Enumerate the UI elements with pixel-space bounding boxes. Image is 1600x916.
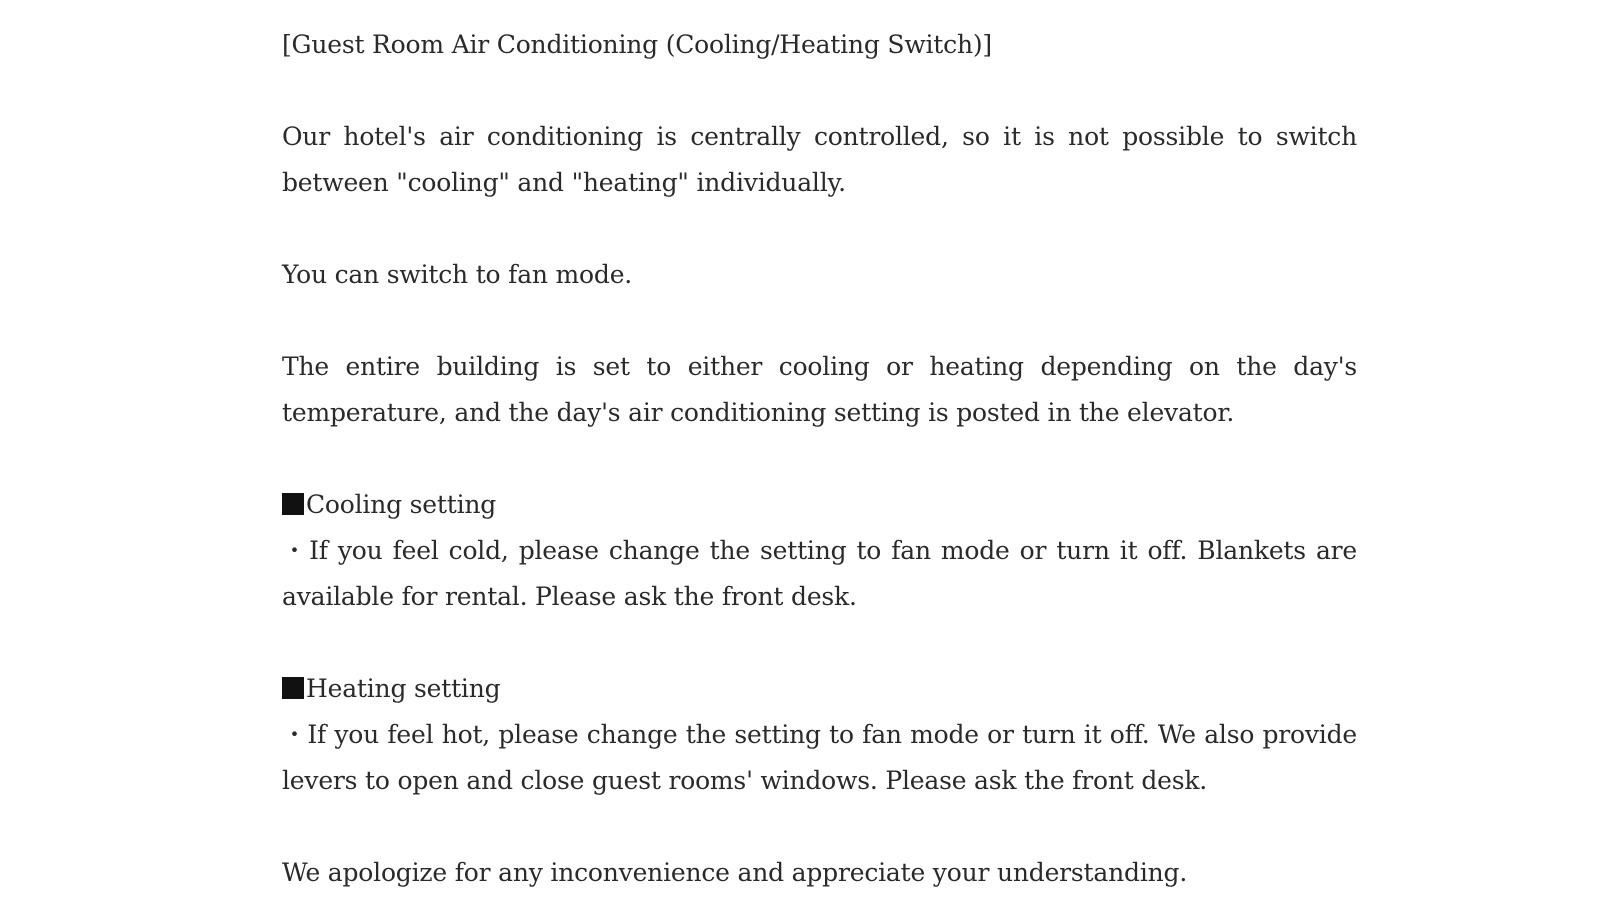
black-square-icon [282,493,304,515]
black-square-icon [282,677,304,699]
paragraph-central-control: Our hotel's air conditioning is centrally controlled, so it is not possible to switch between "cooling" and "heating" individually. [282,122,1357,197]
paragraph-fan-mode: You can switch to fan mode. [282,260,633,289]
closing-paragraph: We apologize for any inconvenience and appreciate your understanding. [282,858,1188,887]
section-heading-cooling [282,482,1357,528]
section-heading-heating-label: Heating setting [306,674,501,703]
document-body [282,22,1357,896]
paragraph-building-setting: The entire building is set to either cooling or heating depending on the day's temperature, and the day's air conditioning setting is posted in the elevator. [282,352,1357,427]
bullet-heating: ・If you feel hot, please change the setting to fan mode or turn it off. We also provide levers to open and close guest rooms' windows. Please ask the front desk. [282,720,1357,795]
document-title: [Guest Room Air Conditioning (Cooling/Heating Switch)] [282,30,992,59]
section-heading-heating [282,666,1357,712]
bullet-cooling: ・If you feel cold, please change the setting to fan mode or turn it off. Blankets are available for rental. Please ask the front desk. [282,536,1357,611]
section-heading-cooling-label: Cooling setting [306,490,497,519]
